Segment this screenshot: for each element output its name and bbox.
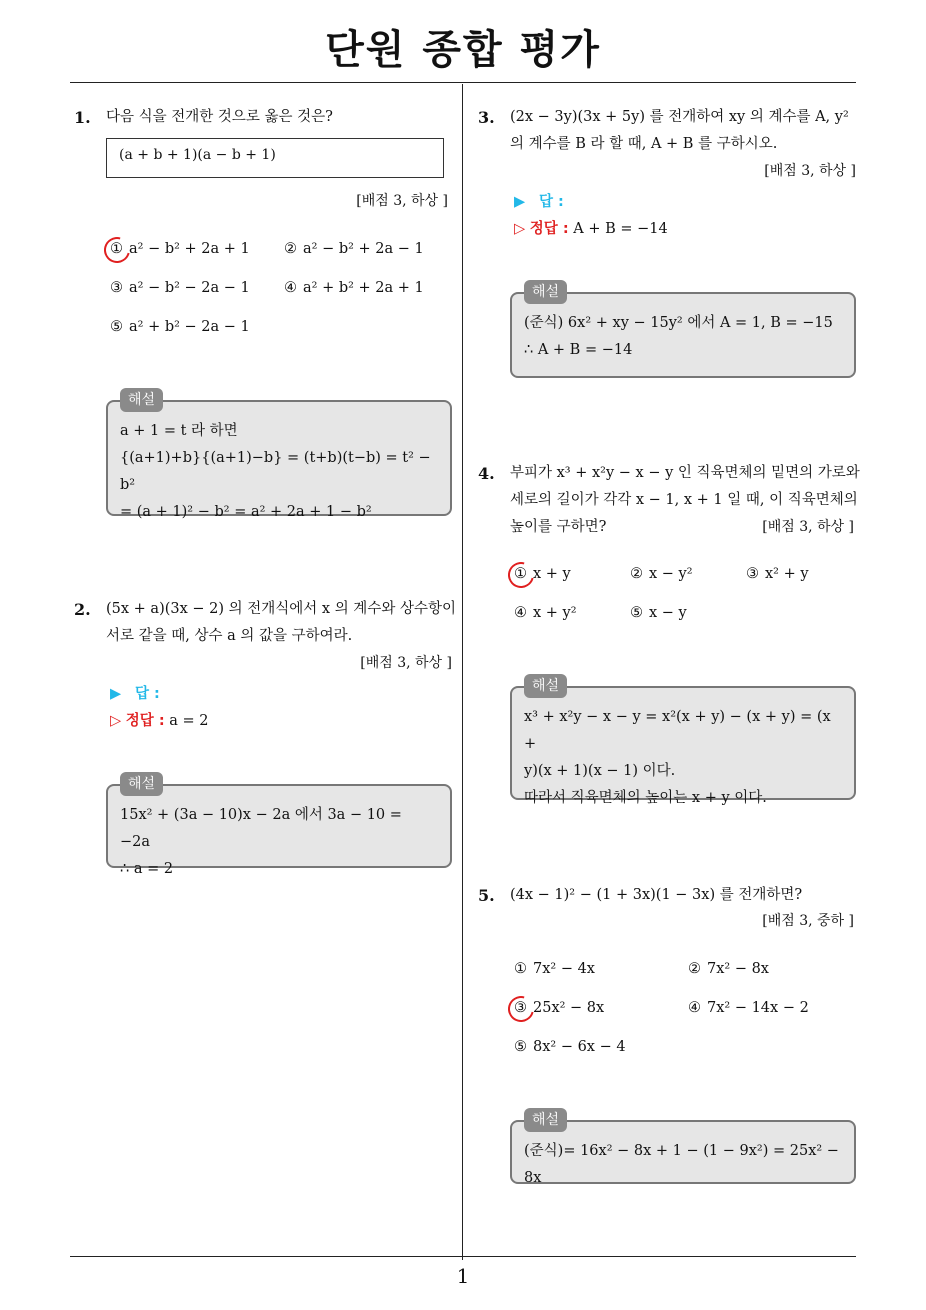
q2-correct-answer: a = 2 (169, 713, 209, 729)
q5-choice-2[interactable]: ② 7x² − 8x (688, 961, 769, 977)
q1-choice-5[interactable]: ⑤ a² + b² − 2a − 1 (110, 319, 250, 335)
q5-choice-4[interactable]: ④ 7x² − 14x − 2 (688, 1000, 809, 1016)
q3-explanation (510, 284, 856, 378)
q4-choice-1[interactable]: ① x + y (514, 566, 571, 582)
q1-text: 다음 식을 전개한 것으로 옳은 것은? (106, 109, 333, 125)
correct-triangle-icon: ▷ (514, 221, 526, 237)
page-title: 단원 종합 평가 (325, 27, 601, 73)
q4-choice-5[interactable]: ⑤ x − y (630, 605, 687, 621)
q2-answer-line: ▶ 답 : (110, 686, 160, 702)
q4-choice-2[interactable]: ② x − y² (630, 566, 693, 582)
q4-explanation-line: y)(x + 1)(x − 1) 이다. (524, 763, 676, 779)
header-divider (70, 82, 856, 83)
page-number: 1 (456, 1264, 470, 1288)
q5-choice-1[interactable]: ① 7x² − 4x (514, 961, 595, 977)
q2-number: 2. (74, 600, 91, 619)
q5-number: 5. (478, 886, 495, 905)
q4-choice-3[interactable]: ③ x² + y (746, 566, 809, 582)
q3-correct-answer: A + B = −14 (573, 221, 668, 237)
q3-explanation-line: (준식) 6x² + xy − 15y² 에서 A = 1, B = −15 (524, 315, 833, 331)
q2-correct-line: ▷ 정답 : a = 2 (110, 713, 209, 729)
q5-score: [배점 3, 중하 ] (762, 913, 854, 929)
answer-triangle-icon: ▶ (514, 194, 526, 210)
q3-correct-line: ▷ 정답 : A + B = −14 (514, 221, 668, 237)
q5-text: (4x − 1)² − (1 + 3x)(1 − 3x) 를 전개하면? (510, 887, 803, 903)
q1-choice-3[interactable]: ③ a² − b² − 2a − 1 (110, 280, 250, 296)
q4-score: [배점 3, 하상 ] (762, 519, 854, 535)
q1-explanation-tag: 해설 (120, 388, 163, 412)
q3-text: (2x − 3y)(3x + 5y) 를 전개하여 xy 의 계수를 A, y² 의 계수를 B 라 할 때, A + B 를 구하시오. (510, 109, 849, 152)
q1-explanation-line: {(a+1)+b}{(a+1)−b} = (t+b)(t−b) = t² − b² (120, 450, 431, 493)
q3-explanation-tag: 해설 (524, 280, 567, 304)
q4-text: 부피가 x³ + x²y − x − y 인 직육면체의 밑면의 가로와 세로의 길이가 각각 x − 1, x + 1 일 때, 이 직육면체의 높이를 구하면? (510, 465, 860, 535)
q5-choice-3[interactable]: ③ 25x² − 8x (514, 1000, 605, 1016)
q5-explanation-line: (준식)= 16x² − 8x + 1 − (1 − 9x²) = 25x² − 8x (524, 1143, 839, 1186)
q4-explanation (510, 678, 856, 806)
q1-score: [배점 3, 하상 ] (356, 193, 448, 209)
q5-choice-5[interactable]: ⑤ 8x² − 6x − 4 (514, 1039, 626, 1055)
q2-explanation-tag: 해설 (120, 772, 163, 796)
q1-expression: (a + b + 1)(a − b + 1) (119, 147, 276, 163)
q2-explanation-line: ∴ a = 2 (120, 861, 174, 877)
q1-explanation-line: = (a + 1)² − b² = a² + 2a + 1 − b² (120, 504, 372, 520)
q2-explanation (106, 776, 452, 877)
q3-answer-line: ▶ 답 : (514, 194, 564, 210)
q4-choice-4[interactable]: ④ x + y² (514, 605, 577, 621)
q4-number: 4. (478, 464, 495, 483)
q5-explanation (510, 1112, 856, 1186)
q2-explanation-line: 15x² + (3a − 10)x − 2a 에서 3a − 10 = −2a (120, 807, 402, 850)
column-divider (462, 84, 463, 1260)
q1-explanation (106, 392, 452, 520)
q4-explanation-line: x³ + x²y − x − y = x²(x + y) − (x + y) = (x + (524, 709, 831, 752)
q1-choice-1[interactable]: ① a² − b² + 2a + 1 (110, 241, 250, 257)
q4-explanation-line: 따라서 직육면체의 높이는 x + y 이다. (524, 790, 767, 806)
q1-choice-4[interactable]: ④ a² + b² + 2a + 1 (284, 280, 424, 296)
q3-score: [배점 3, 하상 ] (764, 163, 856, 179)
q1-expression-box (106, 138, 444, 178)
q3-explanation-line: ∴ A + B = −14 (524, 342, 633, 358)
q5-explanation-tag: 해설 (524, 1108, 567, 1132)
footer-divider (70, 1256, 856, 1257)
answer-triangle-icon: ▶ (110, 686, 122, 702)
q3-number: 3. (478, 108, 495, 127)
q1-explanation-line: a + 1 = t 라 하면 (120, 423, 238, 439)
q2-text: (5x + a)(3x − 2) 의 전개식에서 x 의 계수와 상수항이 서로 같을 때, 상수 a 의 값을 구하여라. (106, 601, 456, 644)
q1-choice-2[interactable]: ② a² − b² + 2a − 1 (284, 241, 424, 257)
q2-score: [배점 3, 하상 ] (360, 655, 452, 671)
q4-explanation-tag: 해설 (524, 674, 567, 698)
correct-triangle-icon: ▷ (110, 713, 122, 729)
q1-number: 1. (74, 108, 91, 127)
